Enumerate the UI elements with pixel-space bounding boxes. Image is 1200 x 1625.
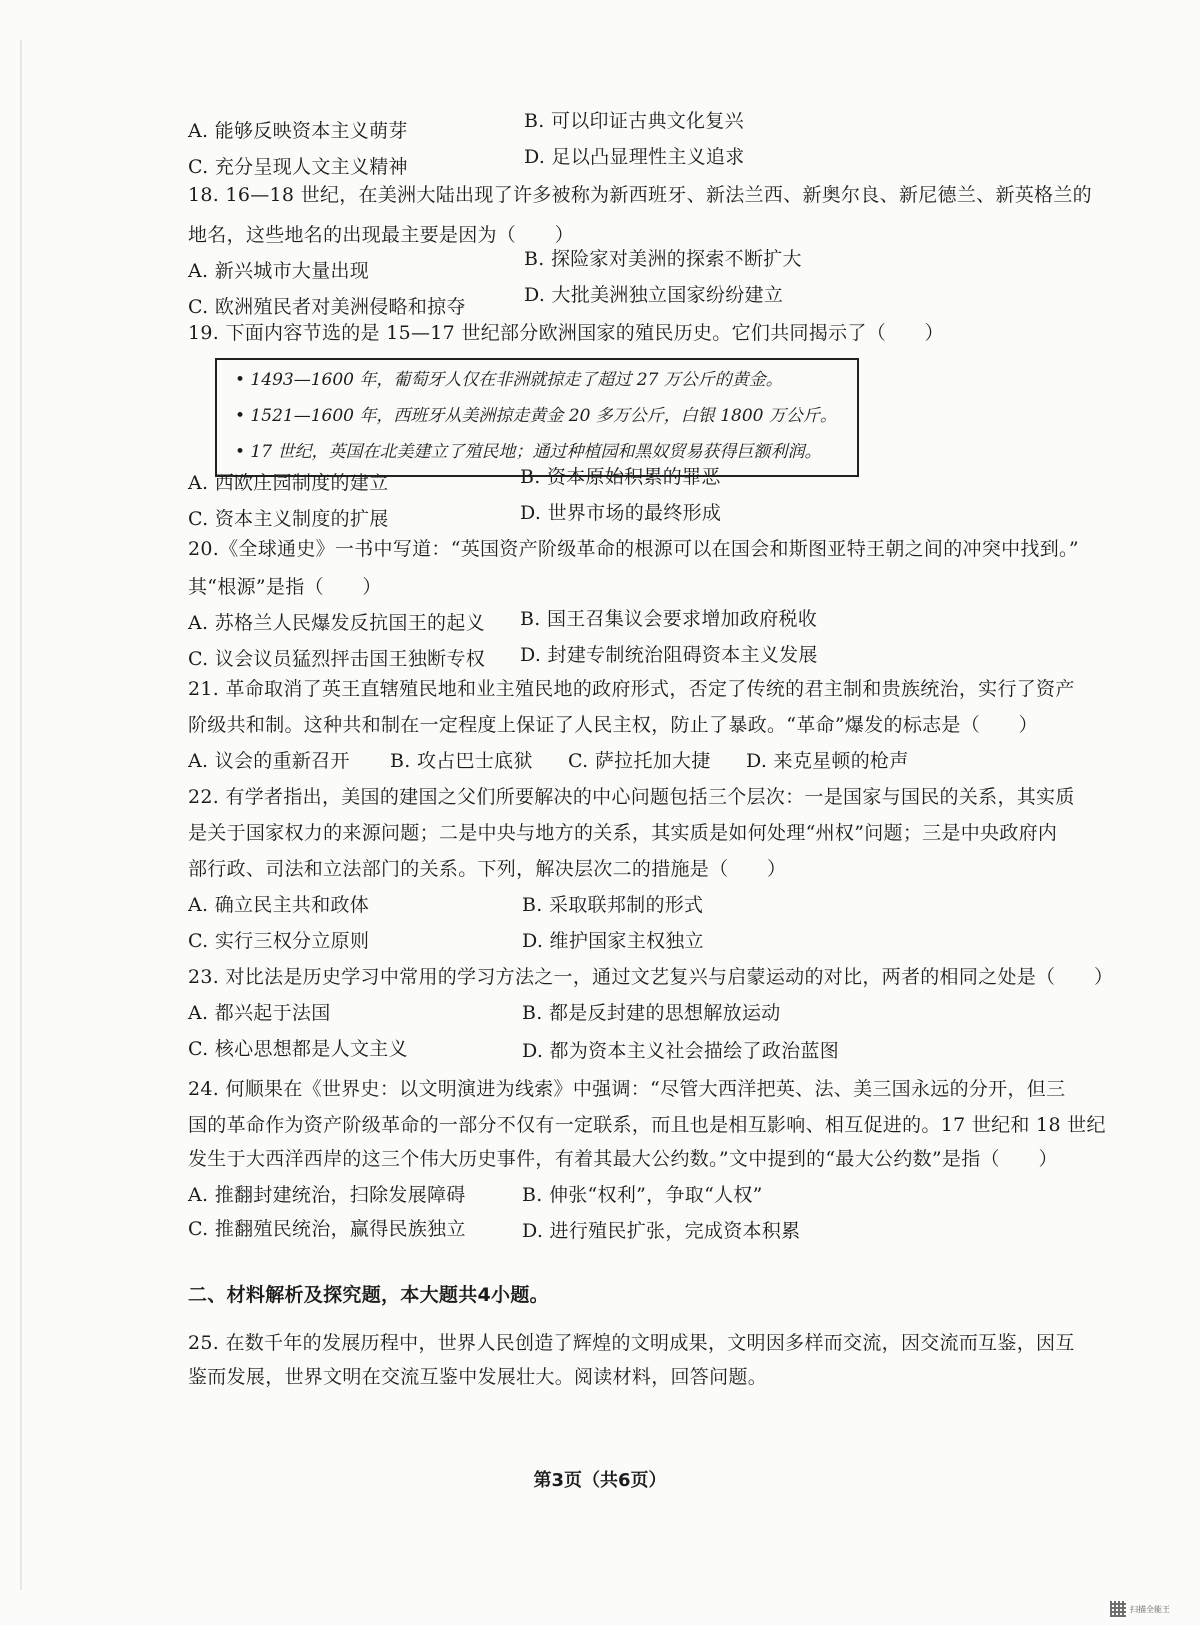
- q23-stem: 23. 对比法是历史学习中常用的学习方法之一，通过文艺复兴与启蒙运动的对比，两者的相同之处是（ ）: [188, 966, 1114, 988]
- qr-code-icon: [1110, 1601, 1126, 1617]
- q25-stem-line1: 25. 在数千年的发展历程中，世界人民创造了辉煌的文明成果，文明因多样而交流，因交流而互鉴，因互: [188, 1332, 1075, 1354]
- q23-option-d: D. 都为资本主义社会描绘了政治蓝图: [522, 1040, 840, 1062]
- q21-stem-line2: 阶级共和制。这种共和制在一定程度上保证了人民主权，防止了暴政。“革命”爆发的标志是（ ）: [188, 714, 1038, 736]
- q19-material-item: • 1493—1600 年，葡萄牙人仅在非洲就掠走了超过 27 万公斤的黄金。: [235, 370, 783, 390]
- q18-option-a: A. 新兴城市大量出现: [188, 260, 370, 282]
- q22-stem-line1: 22. 有学者指出，美国的建国之父们所要解决的中心问题包括三个层次：一是国家与国民的关系，其实质: [188, 786, 1075, 808]
- q24-option-d: D. 进行殖民扩张，完成资本积累: [522, 1220, 801, 1242]
- q20-stem-line2: 其“根源”是指（ ）: [188, 576, 382, 598]
- q22-option-a: A. 确立民主共和政体: [188, 894, 370, 916]
- q18-option-d: D. 大批美洲独立国家纷纷建立: [524, 284, 784, 306]
- q19-material-item: • 1521—1600 年，西班牙从美洲掠走黄金 20 多万公斤，白银 1800 万公斤。: [235, 406, 837, 426]
- q17-option-d: D. 足以凸显理性主义追求: [524, 146, 745, 168]
- q21-option-b: B. 攻占巴士底狱: [390, 750, 533, 772]
- q19-material-item: • 17 世纪，英国在北美建立了殖民地；通过种植园和黑奴贸易获得巨额利润。: [235, 442, 822, 462]
- q19-option-a: A. 西欧庄园制度的建立: [188, 472, 389, 494]
- q19-option-c: C. 资本主义制度的扩展: [188, 508, 389, 530]
- q19-option-d: D. 世界市场的最终形成: [520, 502, 722, 524]
- q24-stem-line2: 国的革命作为资产阶级革命的一部分不仅有一定联系，而且也是相互影响、相互促进的。17 世纪和 18 世纪: [188, 1114, 1106, 1136]
- q22-option-b: B. 采取联邦制的形式: [522, 894, 704, 916]
- q18-stem-line2: 地名，这些地名的出现最主要是因为（ ）: [188, 224, 575, 246]
- q20-option-a: A. 苏格兰人民爆发反抗国王的起义: [188, 612, 485, 634]
- q19-stem: 19. 下面内容节选的是 15—17 世纪部分欧洲国家的殖民历史。它们共同揭示了（ ）: [188, 322, 944, 344]
- q20-option-c: C. 议会议员猛烈抨击国王独断专权: [188, 648, 486, 670]
- q21-stem-line1: 21. 革命取消了英王直辖殖民地和业主殖民地的政府形式，否定了传统的君主制和贵族统治，实行了资产: [188, 678, 1075, 700]
- q24-option-a: A. 推翻封建统治，扫除发展障碍: [188, 1184, 466, 1206]
- q19-material-box: [215, 358, 859, 477]
- q24-stem-line1: 24. 何顺果在《世界史：以文明演进为线索》中强调：“尽管大西洋把英、法、美三国永远的分开，但三: [188, 1078, 1066, 1100]
- q22-stem-line2: 是关于国家权力的来源问题；二是中央与地方的关系，其实质是如何处理“州权”问题；三是中央政府内: [188, 822, 1058, 844]
- q22-stem-line3: 部行政、司法和立法部门的关系。下列，解决层次二的措施是（ ）: [188, 858, 787, 880]
- q17-option-c: C. 充分呈现人文主义精神: [188, 156, 408, 178]
- q17-option-b: B. 可以印证古典文化复兴: [524, 110, 744, 132]
- section-heading: 二、材料解析及探究题，本大题共4小题。: [188, 1284, 549, 1306]
- q23-option-c: C. 核心思想都是人文主义: [188, 1038, 408, 1060]
- q19-option-b: B. 资本原始积累的罪恶: [520, 466, 721, 488]
- q23-option-a: A. 都兴起于法国: [188, 1002, 331, 1024]
- q17-option-a: A. 能够反映资本主义萌芽: [188, 120, 408, 142]
- q18-option-b: B. 探险家对美洲的探索不断扩大: [524, 248, 802, 270]
- q18-stem-line1: 18. 16—18 世纪，在美洲大陆出现了许多被称为新西班牙、新法兰西、新奥尔良、新尼德兰、新英格兰的: [188, 184, 1092, 206]
- q20-stem-line1: 20.《全球通史》一书中写道：“英国资产阶级革命的根源可以在国会和斯图亚特王朝之间的冲突中找到。”: [188, 538, 1079, 560]
- q21-option-a: A. 议会的重新召开: [188, 750, 350, 772]
- q24-option-c: C. 推翻殖民统治，赢得民族独立: [188, 1218, 466, 1240]
- q22-option-d: D. 维护国家主权独立: [522, 930, 704, 952]
- q25-stem-line2: 鉴而发展，世界文明在交流互鉴中发展壮大。阅读材料，回答问题。: [188, 1366, 768, 1388]
- watermark-text: 扫描全能王: [1130, 1605, 1170, 1614]
- q20-option-d: D. 封建专制统治阻碍资本主义发展: [520, 644, 818, 666]
- scanner-watermark: [1110, 1601, 1188, 1619]
- q23-option-b: B. 都是反封建的思想解放运动: [522, 1002, 781, 1024]
- q24-option-b: B. 伸张“权利”，争取“人权”: [522, 1184, 763, 1206]
- q24-stem-line3: 发生于大西洋西岸的这三个伟大历史事件，有着其最大公约数。”文中提到的“最大公约数”是指（ ）: [188, 1148, 1058, 1170]
- q21-option-c: C. 萨拉托加大捷: [568, 750, 711, 772]
- q18-option-c: C. 欧洲殖民者对美洲侵略和掠夺: [188, 296, 466, 318]
- q20-option-b: B. 国王召集议会要求增加政府税收: [520, 608, 818, 630]
- page-number: 第3页（共6页）: [533, 1470, 667, 1491]
- q21-option-d: D. 来克星顿的枪声: [746, 750, 909, 772]
- scan-edge: [20, 40, 22, 1590]
- q22-option-c: C. 实行三权分立原则: [188, 930, 370, 952]
